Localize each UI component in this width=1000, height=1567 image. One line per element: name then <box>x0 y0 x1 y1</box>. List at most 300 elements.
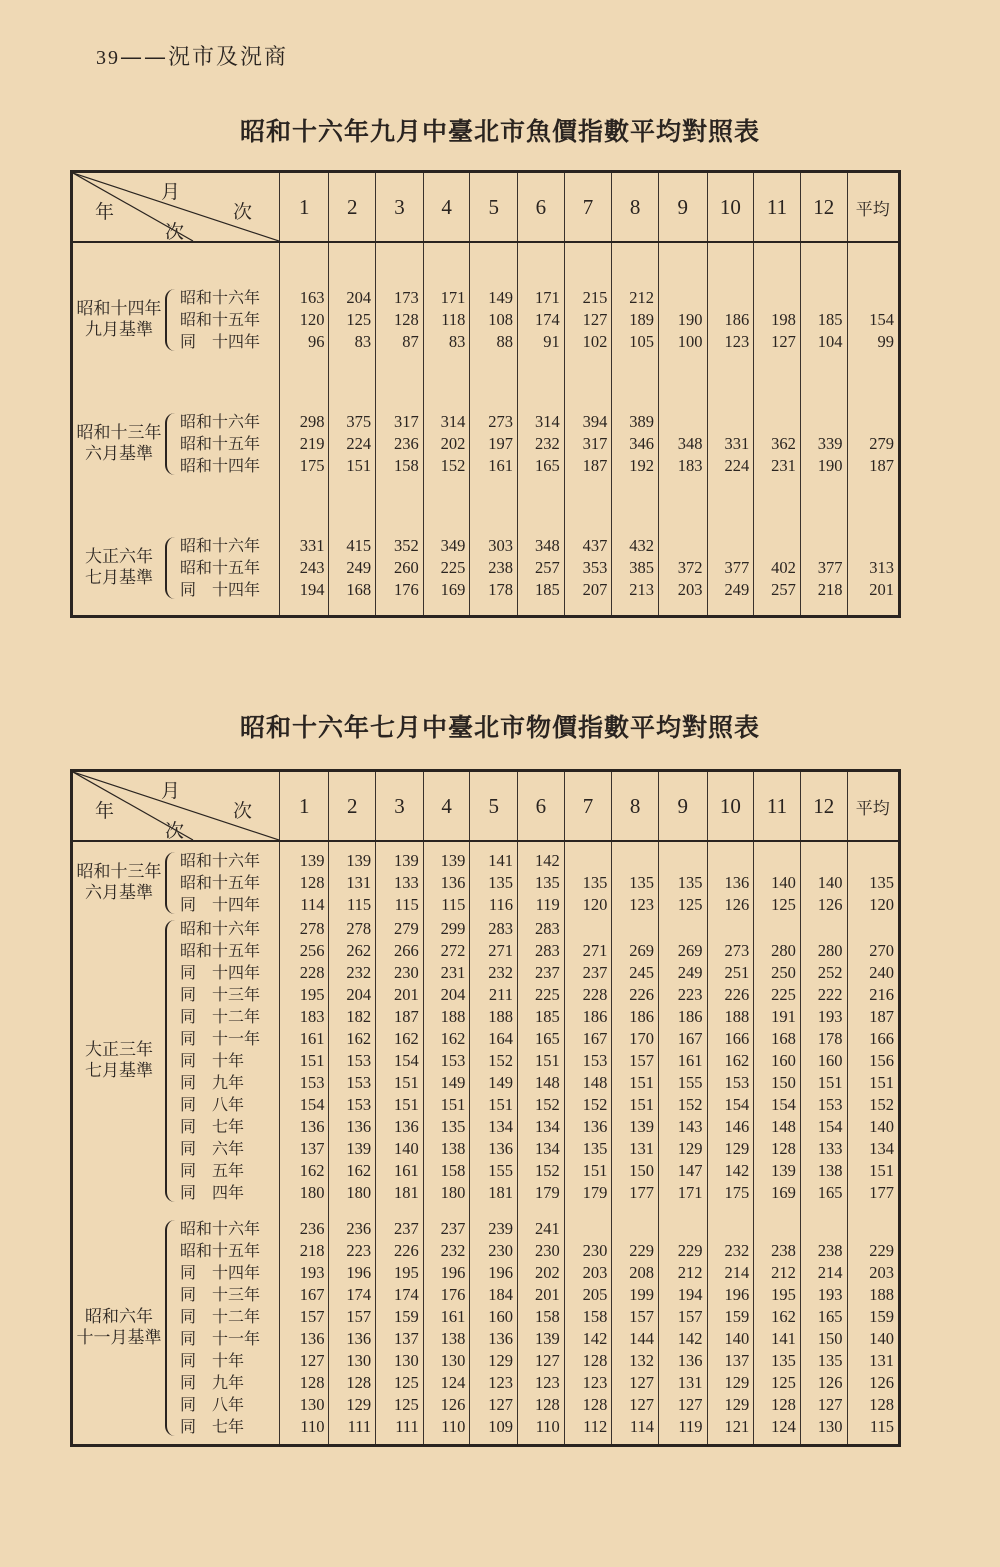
commodity-price-table-title: 昭和十六年七月中臺北市物價指數平均對照表 <box>239 713 760 742</box>
base-period <box>73 299 165 341</box>
corner-ci-label: 次 <box>233 202 253 223</box>
value-cell: 280 <box>817 940 843 960</box>
value-cell: 230 <box>394 962 419 982</box>
value-cell <box>708 411 750 433</box>
value-cell: 136 <box>724 873 750 892</box>
value-cell: 131 <box>677 1372 703 1392</box>
value-cell: 201 <box>869 579 894 599</box>
value-cell: 83 <box>448 332 466 351</box>
value-cell: 175 <box>724 1182 750 1202</box>
value-cell: 154 <box>771 1094 796 1114</box>
group-stub <box>72 1218 280 1444</box>
value-cell: 402 <box>771 557 796 577</box>
value-cell: 151 <box>394 1094 419 1114</box>
value-cell: 134 <box>534 1138 560 1158</box>
value-cell: 165 <box>817 1182 843 1202</box>
value-cell <box>659 1218 703 1240</box>
value-cell: 171 <box>534 288 560 307</box>
value-cell: 181 <box>394 1182 419 1202</box>
value-cell: 279 <box>394 918 419 938</box>
gap-cell <box>707 491 754 535</box>
value-cell: 167 <box>299 1284 325 1304</box>
column-header: 4 <box>423 172 470 243</box>
value-cell: 271 <box>582 940 608 960</box>
value-cell: 160 <box>488 1306 514 1326</box>
value-cell: 249 <box>346 557 372 577</box>
value-cell: 167 <box>677 1028 703 1048</box>
value-cell: 130 <box>346 1350 372 1370</box>
corner-cell <box>72 172 280 243</box>
value-column-cell <box>376 411 424 491</box>
value-cell: 136 <box>440 873 466 892</box>
value-cell: 136 <box>394 1116 419 1136</box>
row-label: 昭和十六年 <box>180 851 261 870</box>
value-column-cell <box>280 535 329 615</box>
value-cell: 187 <box>869 1006 894 1026</box>
value-cell: 138 <box>440 1328 466 1348</box>
value-cell: 375 <box>346 411 372 431</box>
filler-cell <box>847 1444 899 1446</box>
value-cell: 125 <box>771 1372 796 1392</box>
gap-cell <box>707 242 754 287</box>
value-cell: 162 <box>346 1028 372 1048</box>
value-cell <box>801 850 843 872</box>
value-column-cell <box>564 1218 612 1444</box>
stub-wrap <box>73 411 279 477</box>
row-label: 昭和十五年 <box>180 433 261 453</box>
row-label: 昭和十六年 <box>180 535 261 555</box>
base-line: 七月基準 <box>85 1060 153 1081</box>
value-cell: 273 <box>724 940 750 960</box>
value-column-cell <box>470 535 518 615</box>
value-cell: 149 <box>488 288 514 307</box>
value-cell: 232 <box>346 962 372 982</box>
value-cell: 135 <box>771 1350 796 1370</box>
value-cell: 168 <box>771 1028 796 1048</box>
value-cell: 199 <box>629 1284 654 1304</box>
value-cell: 137 <box>394 1328 419 1348</box>
value-cell: 160 <box>771 1050 796 1070</box>
value-cell: 161 <box>394 1160 419 1180</box>
value-cell: 174 <box>534 310 560 329</box>
gap-cell <box>658 242 707 287</box>
value-cell: 238 <box>488 557 514 577</box>
gap-cell <box>423 841 470 850</box>
value-column-cell <box>612 411 659 491</box>
brace-icon <box>165 920 177 1202</box>
value-column-cell <box>376 918 424 1212</box>
value-cell: 169 <box>771 1182 796 1202</box>
stub-wrap <box>73 850 279 916</box>
value-cell: 136 <box>488 1138 514 1158</box>
value-cell <box>612 1218 654 1240</box>
value-cell: 283 <box>534 940 560 960</box>
value-cell: 126 <box>869 1372 894 1392</box>
value-cell: 139 <box>394 851 419 870</box>
value-cell: 232 <box>724 1240 750 1260</box>
value-column-cell <box>847 1218 899 1444</box>
column-header: 5 <box>470 771 518 842</box>
base-line: 九月基準 <box>85 320 153 340</box>
gap-cell <box>800 491 847 535</box>
value-cell: 133 <box>394 873 419 892</box>
value-cell: 128 <box>299 873 325 892</box>
value-cell <box>565 1218 608 1240</box>
value-cell: 188 <box>488 1006 514 1026</box>
value-cell: 150 <box>771 1072 796 1092</box>
value-cell: 230 <box>488 1240 514 1260</box>
value-column-cell <box>423 411 470 491</box>
value-cell: 152 <box>582 1094 608 1114</box>
gap-cell <box>329 242 376 287</box>
value-cell: 148 <box>534 1072 560 1092</box>
value-cell: 170 <box>629 1028 654 1048</box>
filler-cell <box>612 1444 659 1446</box>
value-column-cell <box>707 918 754 1212</box>
row-label: 同 十四年 <box>180 895 261 914</box>
value-cell: 156 <box>869 1050 894 1070</box>
gap-cell <box>564 491 612 535</box>
value-column-cell <box>423 918 470 1212</box>
column-header: 5 <box>470 172 518 243</box>
value-column-cell <box>280 411 329 491</box>
value-column-cell <box>707 411 754 491</box>
base-line: 六月基準 <box>85 883 153 903</box>
value-cell: 119 <box>678 1416 703 1436</box>
value-cell: 230 <box>582 1240 608 1260</box>
value-cell: 126 <box>817 1372 843 1392</box>
value-cell <box>848 850 894 872</box>
value-cell: 177 <box>869 1182 894 1202</box>
value-cell: 164 <box>488 1028 514 1048</box>
value-cell: 256 <box>299 940 325 960</box>
value-cell: 146 <box>724 1116 750 1136</box>
column-header: 12 <box>800 771 847 842</box>
data-group-row <box>72 287 900 367</box>
value-cell: 135 <box>582 1138 608 1158</box>
value-cell <box>754 535 796 557</box>
value-column-cell <box>423 287 470 367</box>
gap-cell <box>423 242 470 287</box>
value-cell: 105 <box>629 332 654 351</box>
value-cell: 194 <box>299 579 325 599</box>
gap-cell <box>847 367 899 411</box>
value-cell: 205 <box>582 1284 608 1304</box>
value-cell: 155 <box>488 1160 514 1180</box>
value-cell: 178 <box>488 579 514 599</box>
value-cell: 204 <box>440 984 466 1004</box>
value-cell <box>848 1218 894 1240</box>
value-cell <box>848 287 894 309</box>
value-cell: 142 <box>582 1328 608 1348</box>
value-cell: 377 <box>817 557 843 577</box>
value-cell: 144 <box>629 1328 654 1348</box>
value-cell: 198 <box>771 310 796 329</box>
value-cell: 135 <box>629 873 654 892</box>
value-cell: 109 <box>488 1416 514 1436</box>
group-gap <box>72 841 900 850</box>
value-cell: 186 <box>629 1006 654 1026</box>
value-cell: 215 <box>582 288 608 307</box>
value-cell: 104 <box>817 332 843 351</box>
value-cell: 197 <box>488 433 514 453</box>
value-cell: 110 <box>300 1416 325 1436</box>
value-cell: 127 <box>817 1394 843 1414</box>
value-cell: 178 <box>817 1028 843 1048</box>
gap-cell <box>376 841 424 850</box>
value-cell: 271 <box>488 940 514 960</box>
filler-row <box>72 1444 900 1446</box>
value-cell: 283 <box>488 918 514 938</box>
value-cell <box>659 918 703 940</box>
value-cell: 177 <box>629 1182 654 1202</box>
column-header: 11 <box>754 771 801 842</box>
value-cell: 128 <box>534 1394 560 1414</box>
row-label: 昭和十五年 <box>180 557 261 577</box>
group-stub <box>72 918 280 1212</box>
value-cell <box>848 535 894 557</box>
value-cell: 136 <box>346 1328 372 1348</box>
value-cell: 226 <box>724 984 750 1004</box>
column-header: 6 <box>518 771 565 842</box>
value-cell: 136 <box>299 1328 325 1348</box>
value-cell: 236 <box>299 1218 325 1238</box>
value-column-cell <box>658 1218 707 1444</box>
value-column-cell <box>707 850 754 918</box>
value-cell: 135 <box>488 873 514 892</box>
value-column-cell <box>754 287 801 367</box>
value-cell: 212 <box>771 1262 796 1282</box>
row-label: 同 十二年 <box>180 1006 261 1026</box>
corner-month-label: 月 <box>161 781 181 802</box>
value-cell: 128 <box>869 1394 894 1414</box>
value-cell: 153 <box>346 1072 372 1092</box>
value-cell: 249 <box>724 579 750 599</box>
value-cell: 140 <box>869 1116 894 1136</box>
value-column-cell <box>754 535 801 615</box>
value-cell: 110 <box>535 1416 560 1436</box>
value-cell: 155 <box>677 1072 703 1092</box>
value-cell: 125 <box>394 1372 419 1392</box>
value-cell <box>754 287 796 309</box>
value-column-cell <box>847 535 899 615</box>
group-stub <box>72 850 280 918</box>
value-cell: 352 <box>394 535 419 555</box>
value-cell: 189 <box>629 310 654 329</box>
value-cell: 181 <box>488 1182 514 1202</box>
gap-cell <box>72 242 280 287</box>
value-column-cell <box>612 287 659 367</box>
filler-cell <box>612 615 659 617</box>
gap-cell <box>518 491 565 535</box>
row-label: 同 十年 <box>180 1050 245 1070</box>
filler-cell <box>376 615 424 617</box>
value-column-cell <box>754 1218 801 1444</box>
base-line: 昭和六年 <box>85 1306 153 1327</box>
value-cell: 229 <box>869 1240 894 1260</box>
value-cell <box>659 411 703 433</box>
stub-wrap <box>73 535 279 601</box>
column-header: 10 <box>707 172 754 243</box>
value-cell: 250 <box>771 962 796 982</box>
value-column-cell <box>658 918 707 1212</box>
value-cell: 157 <box>346 1306 372 1326</box>
value-cell: 225 <box>440 557 466 577</box>
value-cell: 231 <box>771 455 796 475</box>
gap-cell <box>754 491 801 535</box>
gap-cell <box>518 367 565 411</box>
value-cell: 87 <box>402 332 419 351</box>
value-cell: 158 <box>394 455 419 475</box>
value-cell: 213 <box>629 579 654 599</box>
data-group-row <box>72 535 900 615</box>
fish-price-index-table <box>70 170 901 618</box>
value-column-cell <box>847 850 899 918</box>
value-cell: 129 <box>677 1138 703 1158</box>
value-column-cell <box>423 1218 470 1444</box>
value-cell <box>708 918 750 940</box>
value-cell: 102 <box>582 332 608 351</box>
value-cell: 151 <box>346 455 372 475</box>
value-cell: 394 <box>582 411 608 431</box>
value-cell: 161 <box>299 1028 325 1048</box>
value-column-cell <box>329 1218 376 1444</box>
value-cell: 142 <box>724 1160 750 1180</box>
value-column-cell <box>470 287 518 367</box>
value-cell: 148 <box>771 1116 796 1136</box>
value-cell <box>754 918 796 940</box>
value-cell: 211 <box>488 984 514 1004</box>
value-cell: 158 <box>534 1306 560 1326</box>
value-cell: 232 <box>488 962 514 982</box>
value-column-cell <box>518 1218 565 1444</box>
row-label: 同 七年 <box>180 1416 245 1436</box>
gap-cell <box>280 491 329 535</box>
group-gap <box>72 242 900 287</box>
value-cell: 115 <box>869 1416 894 1436</box>
value-cell: 154 <box>394 1050 419 1070</box>
value-cell: 151 <box>488 1094 514 1114</box>
base-period <box>73 862 165 904</box>
value-cell <box>754 850 796 872</box>
value-cell: 123 <box>629 895 654 914</box>
value-cell: 133 <box>817 1138 843 1158</box>
value-cell: 153 <box>346 1050 372 1070</box>
column-header: 10 <box>707 771 754 842</box>
value-cell: 266 <box>394 940 419 960</box>
value-cell: 137 <box>299 1138 325 1158</box>
value-cell: 139 <box>346 851 372 870</box>
filler-cell <box>800 615 847 617</box>
base-period <box>73 1040 165 1082</box>
value-column-cell <box>329 287 376 367</box>
gap-cell <box>847 491 899 535</box>
row-label: 昭和十六年 <box>180 918 261 938</box>
gap-cell <box>800 841 847 850</box>
year-labels <box>180 535 260 601</box>
value-cell: 251 <box>724 962 750 982</box>
value-column-cell <box>564 411 612 491</box>
filler-row <box>72 615 900 617</box>
value-cell: 187 <box>869 455 894 475</box>
gap-cell <box>470 242 518 287</box>
row-label: 同 十四年 <box>180 1262 261 1282</box>
value-column-cell <box>612 918 659 1212</box>
value-cell: 118 <box>441 310 466 329</box>
value-column-cell <box>847 287 899 367</box>
value-cell: 125 <box>771 895 796 914</box>
value-cell: 152 <box>677 1094 703 1114</box>
value-cell: 202 <box>534 1262 560 1282</box>
row-label: 同 八年 <box>180 1394 245 1414</box>
value-column-cell <box>329 850 376 918</box>
value-cell: 232 <box>534 433 560 453</box>
value-cell: 208 <box>629 1262 654 1282</box>
value-cell: 222 <box>817 984 843 1004</box>
value-column-cell <box>423 850 470 918</box>
column-header: 11 <box>754 172 801 243</box>
value-cell: 151 <box>534 1050 560 1070</box>
value-cell: 151 <box>817 1072 843 1092</box>
value-cell: 129 <box>488 1350 514 1370</box>
value-cell: 204 <box>346 288 372 307</box>
value-column-cell <box>376 287 424 367</box>
value-cell: 317 <box>394 411 419 431</box>
fish-price-table-title: 昭和十六年九月中臺北市魚價指數平均對照表 <box>239 117 760 146</box>
value-cell: 236 <box>394 433 419 453</box>
value-cell: 228 <box>582 984 608 1004</box>
value-cell: 185 <box>534 579 560 599</box>
base-period <box>73 547 165 589</box>
brace-icon <box>165 537 177 599</box>
value-cell: 153 <box>582 1050 608 1070</box>
value-cell: 218 <box>299 1240 325 1260</box>
value-cell <box>708 1218 750 1240</box>
filler-cell <box>800 1444 847 1446</box>
gap-cell <box>800 367 847 411</box>
corner-diagonal <box>73 772 279 840</box>
value-cell: 188 <box>724 1006 750 1026</box>
value-cell: 193 <box>299 1262 325 1282</box>
value-cell: 129 <box>346 1394 372 1414</box>
value-column-cell <box>707 287 754 367</box>
value-cell: 162 <box>440 1028 466 1048</box>
value-column-cell <box>470 1218 518 1444</box>
value-cell: 163 <box>299 288 325 307</box>
value-column-cell <box>800 850 847 918</box>
value-cell: 236 <box>346 1218 372 1238</box>
value-column-cell <box>329 918 376 1212</box>
value-cell: 166 <box>724 1028 750 1048</box>
value-cell: 191 <box>771 1006 796 1026</box>
value-cell: 331 <box>299 535 325 555</box>
filler-cell <box>329 615 376 617</box>
value-cell: 190 <box>677 310 703 329</box>
value-cell: 158 <box>440 1160 466 1180</box>
value-cell: 203 <box>582 1262 608 1282</box>
value-cell: 161 <box>677 1050 703 1070</box>
value-cell: 169 <box>440 579 466 599</box>
value-cell: 143 <box>677 1116 703 1136</box>
value-column-cell <box>423 535 470 615</box>
value-cell: 154 <box>724 1094 750 1114</box>
value-cell: 162 <box>771 1306 796 1326</box>
value-cell <box>754 411 796 433</box>
value-cell: 269 <box>629 940 654 960</box>
value-cell: 124 <box>440 1372 466 1392</box>
value-cell: 171 <box>677 1182 703 1202</box>
value-cell: 432 <box>629 535 654 555</box>
